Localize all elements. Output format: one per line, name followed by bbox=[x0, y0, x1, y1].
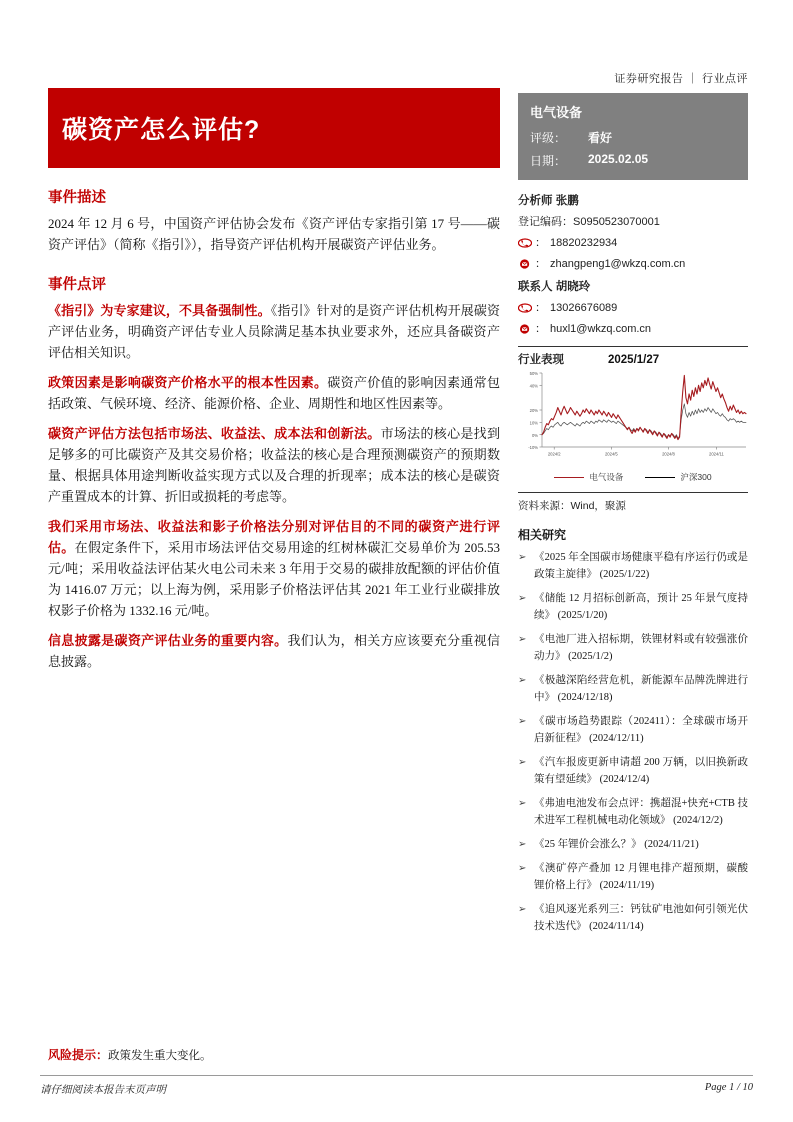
paragraph bbox=[48, 213, 500, 255]
bullet-arrow-icon: ➢ bbox=[518, 552, 527, 563]
date-row bbox=[530, 152, 736, 169]
email-line bbox=[518, 322, 748, 336]
email-address[interactable]: huxl1@wkzq.com.cn bbox=[550, 323, 652, 335]
svg-text:-10%: -10% bbox=[528, 445, 538, 451]
svg-text:50%: 50% bbox=[529, 371, 538, 377]
related-research-item[interactable] bbox=[518, 901, 748, 935]
paragraph-body: 在假定条件下，采用市场法评估交易用途的红树林碳汇交易单价为 205.53 元/吨；采用收益法评估某火电公司未来 3 年用于交易的碳排放配额的评估价值为 1416.07 万元；以上海为例，采用影子价格法评估其 2021 年工业行业碳排放权影子价格为 1332.16 元/吨。 bbox=[48, 540, 500, 618]
footer-disclaimer: 请仔细阅读本报告末页声明 bbox=[40, 1085, 166, 1096]
phone-number[interactable]: 18820232934 bbox=[550, 237, 618, 249]
date-label: 日期： bbox=[530, 154, 567, 168]
paragraph-body: 碳资产价值的影响因素通常包括政策、气候环境、经济、能源价格、企业、周期性和地区性因素等。 bbox=[48, 375, 500, 411]
industry-name: 电气设备 bbox=[530, 105, 583, 120]
related-research-section bbox=[518, 526, 748, 935]
related-research-item[interactable] bbox=[518, 549, 748, 583]
svg-text:10%: 10% bbox=[529, 420, 538, 426]
svg-text:40%: 40% bbox=[529, 383, 538, 389]
phone-separator: ： bbox=[535, 302, 546, 314]
email-line bbox=[518, 257, 748, 271]
registration-label: 登记编码： bbox=[518, 216, 573, 228]
bullet-arrow-icon: ➢ bbox=[518, 904, 527, 915]
paragraph-lead: 政策因素是影响碳资产价格水平的根本性因素。 bbox=[48, 375, 328, 390]
bullet-arrow-icon: ➢ bbox=[518, 863, 527, 874]
svg-text:20%: 20% bbox=[529, 408, 538, 414]
risk-label: 风险提示： bbox=[48, 1048, 109, 1062]
sidebar-column bbox=[518, 70, 748, 942]
related-research-text: 《25 年锂价会涨么？》 (2024/11/21) bbox=[534, 839, 699, 850]
analyst-name: 分析师 张鹏 bbox=[518, 195, 579, 207]
svg-text:2024/2: 2024/2 bbox=[547, 451, 561, 457]
paragraph-body: 我们认为，相关方应该要充分重视信息披露。 bbox=[48, 633, 500, 669]
related-research-item[interactable] bbox=[518, 590, 748, 624]
paragraph bbox=[48, 423, 500, 507]
email-icon bbox=[518, 323, 532, 335]
related-research-text: 《储能 12 月招标创新高，预计 25 年景气度持续》 (2025/1/20) bbox=[534, 593, 748, 621]
bullet-arrow-icon: ➢ bbox=[518, 798, 527, 809]
bullet-arrow-icon: ➢ bbox=[518, 593, 527, 604]
email-address[interactable]: zhangpeng1@wkzq.com.cn bbox=[550, 258, 686, 270]
bullet-arrow-icon: ➢ bbox=[518, 634, 527, 645]
rating-label: 评级： bbox=[530, 131, 567, 145]
related-research-item[interactable] bbox=[518, 672, 748, 706]
main-content-column bbox=[48, 88, 500, 681]
paragraph-body: 《指引》针对的是资产评估机构开展碳资产评估业务，明确资产评估专业人员除满足基本执业要求外，还应具备碳资产评估相关知识。 bbox=[48, 303, 500, 360]
legend-label: 电气设备 bbox=[589, 472, 624, 482]
rating-row bbox=[530, 129, 736, 146]
paragraph bbox=[48, 372, 500, 414]
phone-line bbox=[518, 301, 748, 315]
related-research-item[interactable] bbox=[518, 631, 748, 665]
section-heading: 事件点评 bbox=[48, 277, 106, 293]
contact-name: 联系人 胡晓玲 bbox=[518, 281, 591, 293]
related-research-item[interactable] bbox=[518, 860, 748, 894]
paragraph-body: 2024 年 12 月 6 号，中国资产评估协会发布《资产评估专家指引第 17 号——碳资产评估》（简称《指引》），指导资产评估机构开展碳资产评估业务。 bbox=[48, 216, 500, 252]
chart-header bbox=[518, 351, 748, 367]
legend-swatch-line bbox=[645, 477, 675, 478]
related-research-item[interactable] bbox=[518, 795, 748, 829]
legend-label: 沪深300 bbox=[680, 472, 712, 482]
bullet-arrow-icon: ➢ bbox=[518, 757, 527, 768]
paragraph-lead: 碳资产评估方法包括市场法、收益法、成本法和创新法。 bbox=[48, 426, 381, 441]
related-research-heading: 相关研究 bbox=[518, 528, 567, 542]
analyst-block bbox=[518, 192, 748, 271]
phone-number[interactable]: 13026676089 bbox=[550, 302, 618, 314]
svg-text:0%: 0% bbox=[531, 432, 538, 438]
chart-canvas bbox=[518, 369, 748, 469]
rating-box bbox=[518, 93, 748, 180]
report-kind-label: 证券研究报告 ｜ 行业点评 bbox=[614, 73, 748, 85]
legend-item-benchmark bbox=[645, 471, 711, 483]
chart-date: 2025/1/27 bbox=[608, 354, 660, 366]
related-research-item[interactable] bbox=[518, 713, 748, 747]
svg-text:2024/8: 2024/8 bbox=[662, 451, 675, 457]
chart-source: 资料来源：Wind，聚源 bbox=[518, 492, 748, 513]
related-research-item[interactable] bbox=[518, 754, 748, 788]
related-research-text: 《碳市场趋势跟踪（202411）：全球碳市场开启新征程》 (2024/12/11) bbox=[534, 716, 748, 744]
section-heading: 事件描述 bbox=[48, 190, 106, 206]
industry-performance-chart bbox=[518, 346, 748, 513]
risk-warning bbox=[48, 1046, 748, 1063]
telephone-icon bbox=[518, 302, 532, 314]
report-title-banner bbox=[48, 88, 500, 168]
legend-swatch-line bbox=[554, 477, 584, 478]
related-research-text: 《弗迪电池发布会点评：携超混+快充+CTB 技术进军工程机械电动化领域》 (2024/12/2) bbox=[534, 798, 748, 826]
related-research-text: 《澳矿停产叠加 12 月锂电排产超预期，碳酸锂价格上行》 (2024/11/19) bbox=[534, 863, 748, 891]
related-research-list bbox=[518, 549, 748, 935]
paragraph-lead: 我们采用市场法、收益法和影子价格法分别对评估目的不同的碳资产进行评估。 bbox=[48, 519, 500, 555]
paragraph bbox=[48, 630, 500, 672]
related-research-item[interactable] bbox=[518, 836, 748, 853]
phone-separator: ： bbox=[535, 237, 546, 249]
related-research-text: 《追风逐光系列三：钙钛矿电池如何引领光伏技术迭代》 (2024/11/14) bbox=[534, 904, 748, 932]
paragraph-body: 市场法的核心是找到足够多的可比碳资产及其交易价格；收益法的核心是合理预测碳资产的预期数量、根据具体用途判断收益实现方式以及合理的折现率；成本法的核心是碳资产重置成本的计算、折旧或损耗的考虑等。 bbox=[48, 426, 500, 504]
paragraph-lead: 《指引》为专家建议，不具备强制性。 bbox=[48, 303, 271, 318]
page-number: Page 1 / 10 bbox=[704, 1082, 753, 1093]
svg-text:2024/5: 2024/5 bbox=[604, 451, 618, 457]
chart-title: 行业表现 bbox=[518, 354, 564, 366]
bullet-arrow-icon: ➢ bbox=[518, 839, 527, 850]
page-footer bbox=[40, 1082, 753, 1097]
email-icon bbox=[518, 258, 532, 270]
bullet-arrow-icon: ➢ bbox=[518, 716, 527, 727]
related-research-text: 《电池厂进入招标期，铁锂材料或有较强涨价动力》 (2025/1/2) bbox=[534, 634, 748, 662]
email-separator: ： bbox=[535, 323, 546, 335]
page-title: 碳资产怎么评估? bbox=[62, 116, 261, 144]
section-event-comment bbox=[48, 273, 500, 672]
date-value: 2025.02.05 bbox=[588, 152, 649, 166]
telephone-icon bbox=[518, 237, 532, 249]
related-research-text: 《2025 年全国碳市场健康平稳有序运行仍或是政策主旋律》 (2025/1/22) bbox=[534, 552, 748, 580]
chart-legend bbox=[518, 471, 748, 483]
bullet-arrow-icon: ➢ bbox=[518, 675, 527, 686]
email-separator: ： bbox=[535, 258, 546, 270]
footer-divider bbox=[40, 1075, 753, 1076]
registration-value: S0950523070001 bbox=[573, 216, 660, 228]
svg-text:2024/11: 2024/11 bbox=[709, 451, 724, 457]
related-research-text: 《极越深陷经营危机，新能源车品牌洗牌进行中》 (2024/12/18) bbox=[534, 675, 748, 703]
registration-line bbox=[518, 215, 748, 229]
paragraph bbox=[48, 516, 500, 621]
rating-value: 看好 bbox=[588, 131, 613, 145]
contact-block bbox=[518, 278, 748, 336]
legend-item-industry bbox=[554, 471, 623, 483]
risk-text: 政策发生重大变化。 bbox=[108, 1050, 212, 1062]
phone-line bbox=[518, 236, 748, 250]
related-research-text: 《汽车报废更新申请超 200 万辆，以旧换新政策有望延续》 (2024/12/4) bbox=[534, 757, 748, 785]
paragraph-lead: 信息披露是碳资产评估业务的重要内容。 bbox=[48, 633, 288, 648]
section-event-description bbox=[48, 186, 500, 255]
paragraph bbox=[48, 300, 500, 363]
